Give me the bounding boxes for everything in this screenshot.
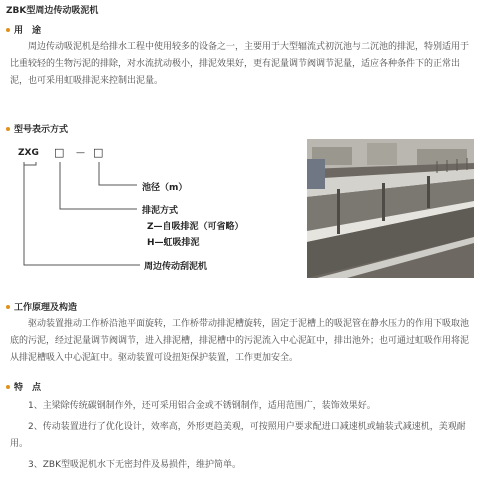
features-list: [10, 398, 474, 474]
label-diameter: 池径（m）: [142, 183, 188, 193]
label-siphon: H—虹吸排泥: [147, 238, 200, 248]
section-heading-model: 型号表示方式: [6, 122, 68, 135]
feature-item: 3、ZBK型吸泥机水下无密封件及易损件，维护简单。: [28, 460, 241, 470]
bullet-icon: [6, 385, 10, 389]
model-code-diagram: [0, 140, 300, 280]
label-machine-name: 周边传动刮泥机: [144, 262, 208, 272]
usage-text: 周边传动吸泥机是给排水工程中使用较多的设备之一，主要用于大型辐流式初沉池与二沉池的排泥，特别适用于比重较轻的生物污泥的排除，对水流扰动极小，排泥效果好，更有泥量调节阀调节泥量，适应各种条件下的正常出泥，也可采用虹吸排泥来控制出泥量。: [10, 42, 470, 86]
section-heading-principle: 工作原理及构造: [6, 300, 77, 313]
bullet-icon: [6, 28, 10, 32]
model-box-1: □: [54, 146, 65, 159]
label-self-suction: Z—自吸排泥（可省略）: [147, 222, 244, 232]
feature-item: 2、传动装置进行了优化设计，效率高，外形更趋美观，可按照用户要求配进口减速机或轴装式减速机，美观耐用。: [10, 422, 466, 449]
product-photo: [307, 139, 474, 278]
page-title: ZBK型周边传动吸泥机: [6, 6, 99, 16]
label-discharge-method: 排泥方式: [142, 206, 179, 216]
model-box-2: □: [93, 146, 104, 159]
section-heading-usage: 用 途: [6, 23, 41, 36]
bullet-icon: [6, 305, 10, 309]
feature-item: 1、主梁除传统碳钢制作外，还可采用铝合金或不锈钢制作，适用范围广，装饰效果好。: [28, 401, 376, 411]
bullet-icon: [6, 127, 10, 131]
section-heading-features: 特 点: [6, 380, 41, 393]
model-dash: —: [76, 148, 85, 158]
principle-text: 驱动装置推动工作桥沿池平面旋转，工作桥带动排泥槽旋转，固定于泥槽上的吸泥管在静水压力的作用下吸取池底的污泥，经过泥量调节阀调节，进入排泥槽，排泥槽中的污泥流入中心泥缸中，排出池外；也可通过虹吸作用将泥从排泥槽吸入中心泥缸中。驱动装置可设扭矩保护装置，工作更加安全。: [10, 319, 470, 363]
model-code: ZXG: [18, 148, 39, 158]
tank-photo-illustration: [307, 139, 474, 278]
